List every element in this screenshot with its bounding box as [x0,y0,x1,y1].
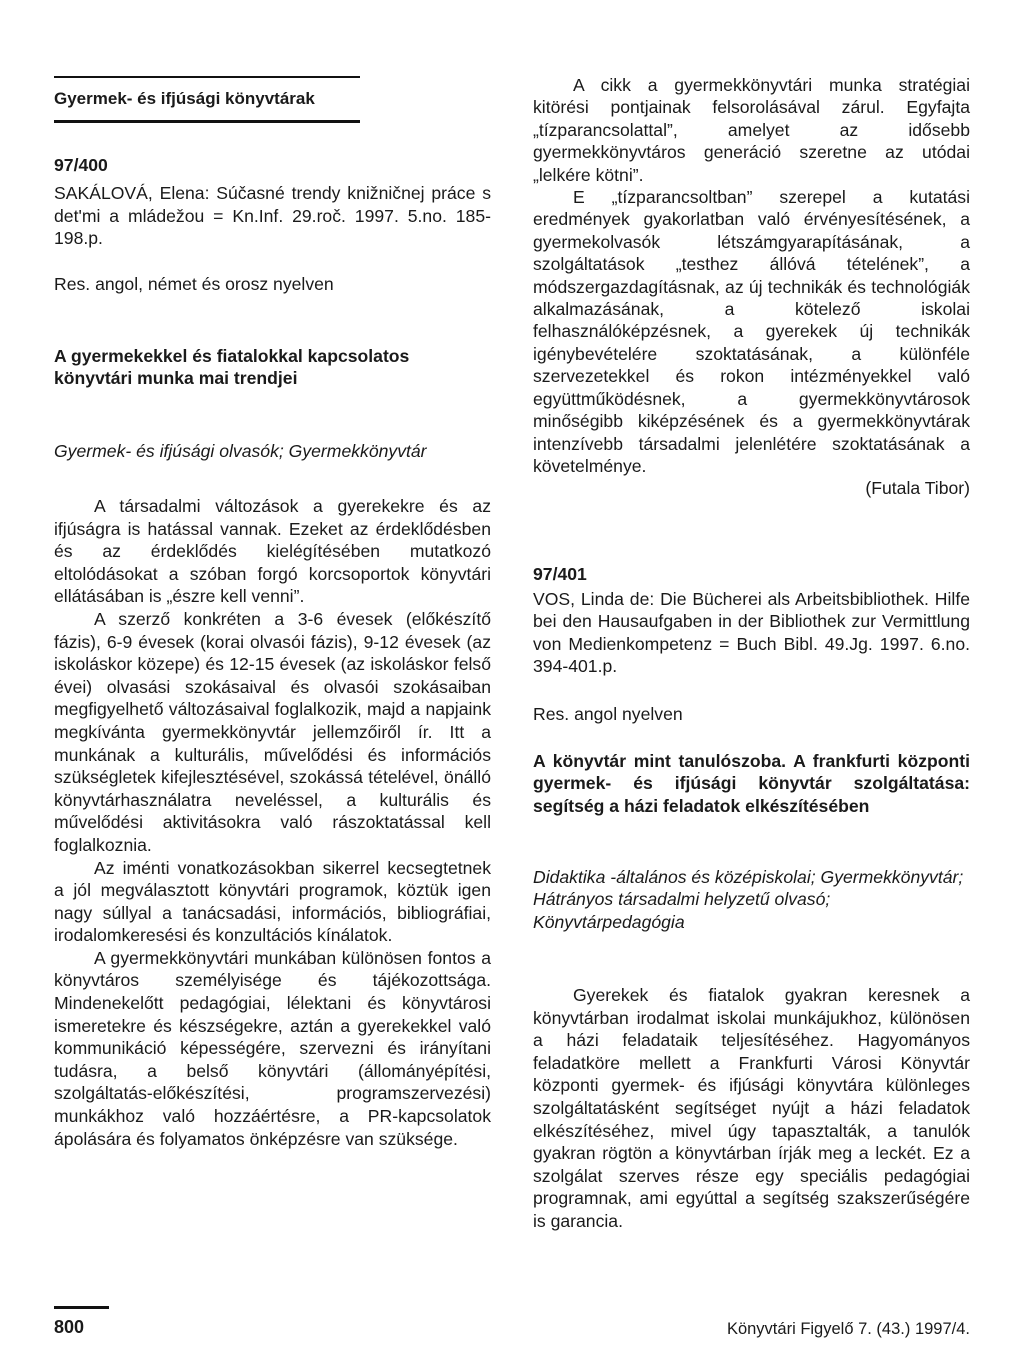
body-paragraph: A cikk a gyermekkönyvtári munka stratégiai kitörési pontjainak felsorolásával zárul. Egyfajta „tízparancsolattal”, amelyet az idősebb gyermekkönyvtáros generáció szeretne az utódai „lelkére kötni”. [533,75,970,185]
entry-res: Res. angol nyelven [533,704,683,724]
entry-keywords: Gyermek- és ifjúsági olvasók; Gyermekkönyvtár [54,441,427,461]
body-paragraph: Gyerekek és fiatalok gyakran keresnek a könyvtárban irodalmat iskolai munkájukhoz, különösen a házi feladataik teljesítéséhez. Hagyományos feladatköre mellett a Frankfurti Városi Könyvtár központi gyermek- és ifjúsági könyvtára különleges szolgáltatásként segítséget nyújt a házi feladatok elkészítéséhez, mivel úgy tapasztalták, a tanulók gyakran rögtön a könyvtárban írják meg a leckét. Ez a szolgálat szerves része egy speciális pedagógiai programnak, ami egyúttal a segítség szakszerűségére is garancia. [533,985,970,1231]
entry-id: 97/401 [533,564,587,584]
body-paragraph: A szerző konkréten a 3-6 évesek (előkészítő fázis), 6-9 évesek (korai olvasói fázis), 9-12 évesek (az iskoláskor közepe) és 12-15 évesek (az iskoláskor felső évei) olvasási szokásaival és olvasói szokásaiban megfigyelhető változásaival foglalkozik, majd a napjaink megkívánta gyermekkönyvtár jellemzőiről ír. Itt a munkának a kulturális, művelődési és információs szükségletek kifejlesztésével, szokássá tételével, önálló könyvtárhasználatra neveléssel, a kulturális és művelődési aktivitásokra való rászoktatással kell foglalkoznia. [54,608,491,855]
body-paragraph: E „tízparancsoltban” szerepel a kutatási eredmények gyakorlatban való érvényesítésének, a gyermekolvasók létszámgyarapításának, a szolgáltatások „testhez állóvá tételének”, a módszergazdagításnak, az új technikák és technológiák alkalmazásának, a kötelező iskolai felhasználóképzésnek, a gyerekek új technikák igénybevételére szoktatásának, a különféle szervezetekkel és rokon intézményekkel való együttműködésnek, a gyermekkönyvtárosok minőségibb kiképzésének és a gyermekkönyvtárak intenzívebb társadalmi jelenlétére szoktatásának a követelménye. [533,187,970,476]
footer-rule [54,1306,109,1309]
entry-body [54,495,491,1150]
entry-id: 97/400 [54,155,108,175]
entry-citation: VOS, Linda de: Die Bücherei als Arbeitsbibliothek. Hilfe bei den Hausaufgaben in der Bibliothek zur Vermittlung von Medienkompetenz = Buch Bibl. 49.Jg. 1997. 6.no. 394-401.p. [533,589,970,677]
entry-title: A könyvtár mint tanulószoba. A frankfurti központi gyermek- és ifjúsági könyvtár szolgáltatása: segítség a házi feladatok elkészítésében [533,751,970,816]
entry-body-continued [533,74,970,500]
body-paragraph: Az iménti vonatkozásokban sikerrel kecsegtetnek a jól megválasztott könyvtári programok, köztük igen nagy súllyal a tanácsadási, információs, bibliográfiai, irodalomkeresési és konzultációs kínálatok. [54,857,491,946]
body-paragraph: A gyermekkönyvtári munkában különösen fontos a könyvtáros személyisége és tájékozottsága. Mindenekelőtt pedagógiai, lélektani és könyvtárosi ismeretekre és készségekre, aztán a gyerekekkel való kommunikáció képességére, szervezni és irányítani tudásra, a belső könyvtári (állományépítési, szolgáltatás-előkészítési, programszervezési) munkákhoz való hozzáértésre, a PR-kapcsolatok ápolására és folyamatos önképzésre van szüksége. [54,947,491,1149]
journal-reference: Könyvtári Figyelő 7. (43.) 1997/4. [726,1320,970,1338]
page-number: 800 [54,1317,85,1337]
body-paragraph: A társadalmi változások a gyerekekre és az ifjúságra is hatással vannak. Ezeket az érdeklődésben és az érdeklődés kielégítésében mutatkozó eltolódásokat a szóban forgó korcsoportok könyvtári ellátásában is „észre kell venni”. [54,496,491,607]
signature: (Futala Tibor) [865,478,970,499]
entry-citation: SAKÁLOVÁ, Elena: Súčasné trendy knižničnej práce s det'mi a mládežou = Kn.Inf. 29.roč. 1997. 5.no. 185-198.p. [54,183,491,248]
section-title: Gyermek- és ifjúsági könyvtárak [54,76,360,123]
entry-keywords: Didaktika -általános és középiskolai; Gyermekkönyvtár; Hátrányos társadalmi helyzetű olvasó; Könyvtárpedagógia [533,867,964,932]
entry-body [533,984,970,1233]
entry-title: A gyermekekkel és fiatalokkal kapcsolatos könyvtári munka mai trendjei [54,346,410,388]
entry-res: Res. angol, német és orosz nyelven [54,274,334,294]
